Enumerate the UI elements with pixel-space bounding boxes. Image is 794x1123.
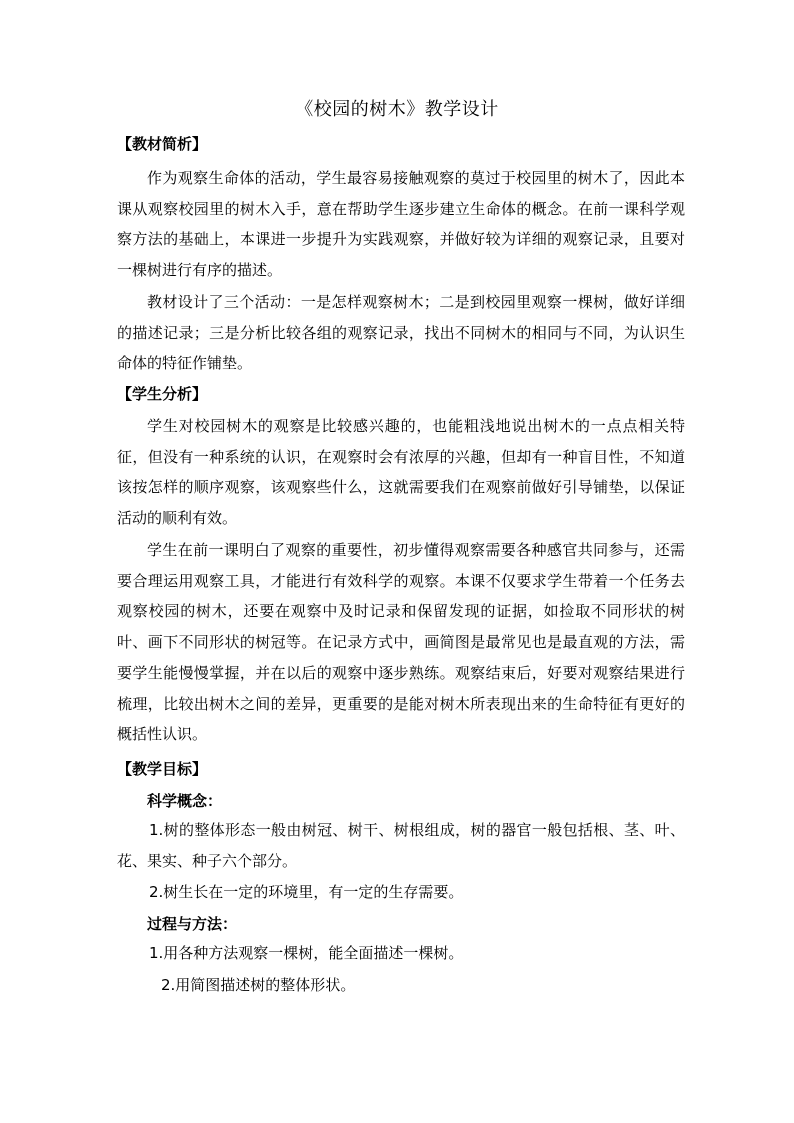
science-concept-item-1: 1.树的整体形态一般由树冠、树干、树根组成，树的器官一般包括根、茎、叶、花、果实、种子六个部分。 [117, 821, 685, 870]
student-analysis-paragraph-1: 学生对校园树木的观察是比较感兴趣的，也能粗浅地说出树木的一点点相关特征，但没有一种系统的认识，在观察时会有浓厚的兴趣，但却有一种盲目性，不知道该按怎样的顺序观察，该观察些什么，这就需要我们在观察前做好引导铺垫，以保证活动的顺利有效。 [117, 417, 685, 528]
section-heading-material-analysis: 【教材简析】 [117, 135, 208, 153]
science-concept-item-2: 2.树生长在一定的环境里，有一定的生存需要。 [149, 883, 464, 901]
document-title: 《校园的树木》教学设计 [295, 99, 499, 120]
student-analysis-paragraph-2: 学生在前一课明白了观察的重要性，初步懂得观察需要各种感官共同参与，还需要合理运用观察工具，才能进行有效科学的观察。本课不仅要求学生带着一个任务去观察校园的树木，还要在观察中及时记录和保留发现的证据，如捡取不同形状的树叶、画下不同形状的树冠等。在记录方式中，画简图是最常见也是最直观的方法，需要学生能慢慢掌握，并在以后的观察中逐步熟练。观察结束后，好要对观察结果进行梳理，比较出树木之间的差异，更重要的是能对树木所表现出来的生命特征有更好的概括性认识。 [117, 541, 685, 744]
material-analysis-paragraph-2: 教材设计了三个活动：一是怎样观察树木；二是到校园里观察一棵树，做好详细的描述记录；三是分析比较各组的观察记录，找出不同树木的相同与不同，为认识生命体的特征作铺垫。 [117, 293, 685, 373]
section-heading-student-analysis: 【学生分析】 [117, 385, 208, 403]
science-concepts-label: 科学概念： [147, 792, 223, 810]
material-analysis-paragraph-1: 作为观察生命体的活动，学生最容易接触观察的莫过于校园里的树木了，因此本课从观察校园里的树木入手，意在帮助学生逐步建立生命体的概念。在前一课科学观察方法的基础上，本课进一步提升为实践观察，并做好较为详细的观察记录，且要对一棵树进行有序的描述。 [117, 169, 685, 280]
process-method-item-1: 1.用各种方法观察一棵树，能全面描述一棵树。 [149, 944, 464, 962]
process-method-item-2: 2.用简图描述树的整体形状。 [161, 976, 356, 994]
section-heading-teaching-goals: 【教学目标】 [117, 760, 208, 778]
process-methods-label: 过程与方法： [147, 915, 238, 933]
